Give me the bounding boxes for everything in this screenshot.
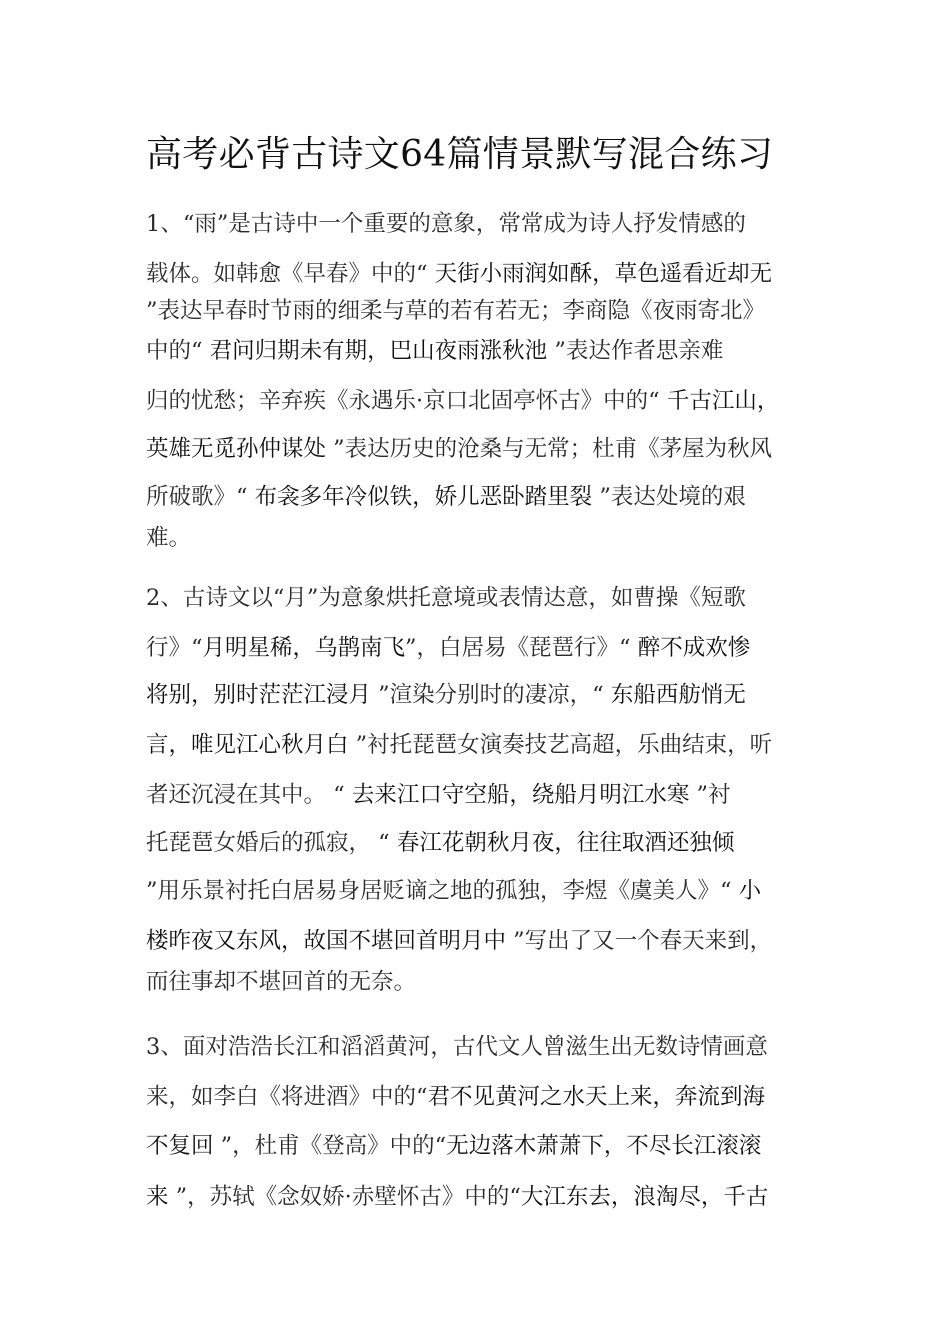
body-text: ”表达历史的沧桑与无常；杜甫《茅屋为秋风 xyxy=(326,436,773,462)
body-text: ”表达早春时节雨的细柔与草的若有若无；李商隐《夜雨寄北》 xyxy=(146,298,766,324)
quoted-verse: 英雄无觅孙仲谋处 xyxy=(146,436,327,462)
text-line xyxy=(146,522,191,554)
body-text: 中的“ xyxy=(146,338,210,364)
body-text: 1、“雨”是古诗中一个重要的意象，常常成为诗人抒发情感的 xyxy=(146,211,746,237)
text-line xyxy=(146,295,765,327)
page-title: 高考必背古诗文64篇情景默写混合练习 xyxy=(146,134,774,175)
text-line xyxy=(146,925,772,957)
body-text: 行》“ xyxy=(146,635,203,661)
quoted-verse: 将别，别时茫茫江浸月 xyxy=(146,682,372,708)
body-text: 难。 xyxy=(146,525,192,551)
quoted-verse: 来 xyxy=(146,1184,169,1210)
text-line xyxy=(146,875,761,907)
quoted-verse: 无边落木萧萧下，不尽长江滚滚 xyxy=(446,1133,762,1159)
quoted-verse: 醉不成欢惨 xyxy=(637,635,751,661)
text-line xyxy=(146,1081,765,1113)
quoted-verse: 千古江山， xyxy=(666,388,780,414)
body-text: ”，苏轼《念奴娇·赤壁怀古》中的“ xyxy=(168,1184,521,1210)
quoted-verse: 月明星稀，乌鹊南飞 xyxy=(202,635,406,661)
text-line xyxy=(146,433,772,465)
body-text: ”渲染分别时的凄凉，“ xyxy=(371,682,611,708)
body-text: 3、面对浩浩长江和滔滔黄河，古代文人曾滋生出无数诗情画意 xyxy=(146,1034,768,1060)
body-text: ”，白居易《琵琶行》“ xyxy=(405,635,638,661)
quoted-verse: 东船西舫悄无 xyxy=(610,682,746,708)
quoted-verse: 布衾多年冷似铁，娇儿恶卧踏里裂 xyxy=(254,484,593,510)
quoted-verse: 去来江口守空船，绕船月明江水寒 xyxy=(351,782,690,808)
quoted-verse: 言，唯见江心秋月白 xyxy=(146,732,349,758)
text-line xyxy=(146,481,746,513)
body-text: 来，如李白《将进酒》中的“ xyxy=(146,1084,428,1110)
body-text: ”表达处境的艰 xyxy=(592,484,746,510)
text-line xyxy=(146,632,750,664)
text-line xyxy=(146,679,746,711)
quoted-verse: 不复回 xyxy=(146,1133,214,1159)
body-text: ”衬 xyxy=(689,782,731,808)
text-line xyxy=(146,1181,768,1213)
body-text: 归的忧愁；辛弃疾《永遇乐·京口北固亭怀古》中的“ xyxy=(146,388,667,414)
body-text: 托琵琶女婚后的孤寂， “ xyxy=(146,830,397,856)
text-line xyxy=(146,385,779,417)
text-line xyxy=(146,966,416,998)
quoted-verse: 小 xyxy=(738,878,762,904)
text-line xyxy=(146,779,730,811)
body-text: ”衬托琵琶女演奏技艺高超，乐曲结束，听 xyxy=(348,732,773,758)
quoted-verse: 天街小雨润如酥，草色遥看近却无 xyxy=(434,261,773,287)
quoted-verse: 君不见黄河之水天上来，奔流到海 xyxy=(427,1084,766,1110)
quoted-verse: 君问归期未有期，巴山夜雨涨秋池 xyxy=(209,338,548,364)
quoted-verse: 楼昨夜又东风，故国不堪回首明月中 xyxy=(146,928,507,954)
body-text: ”表达作者思亲难 xyxy=(547,338,724,364)
body-text: 者还沉浸在其中。 “ xyxy=(146,782,352,808)
text-line xyxy=(146,1031,768,1063)
body-text: 而往事却不堪回首的无奈。 xyxy=(146,969,417,995)
body-text: ”，杜甫《登高》中的“ xyxy=(213,1133,447,1159)
quoted-verse: 春江花朝秋月夜，往往取酒还独倾 xyxy=(396,830,735,856)
body-text: 2、古诗文以“月”为意象烘托意境或表情达意，如曹操《短歌 xyxy=(146,585,746,611)
quoted-verse: 大江东去，浪淘尽，千古 xyxy=(520,1184,769,1210)
text-line xyxy=(146,582,746,614)
text-line xyxy=(146,827,734,859)
text-line xyxy=(146,208,746,240)
text-line xyxy=(146,1130,761,1162)
body-text: 所破歌》“ xyxy=(146,484,255,510)
text-line xyxy=(146,729,772,761)
text-line xyxy=(146,258,772,290)
body-text: ”写出了又一个春天来到， xyxy=(506,928,773,954)
body-text: ”用乐景衬托白居易身居贬谪之地的孤独，李煜《虞美人》“ xyxy=(146,878,739,904)
text-line xyxy=(146,335,723,367)
body-text: 载体。如韩愈《早春》中的“ xyxy=(146,261,435,287)
